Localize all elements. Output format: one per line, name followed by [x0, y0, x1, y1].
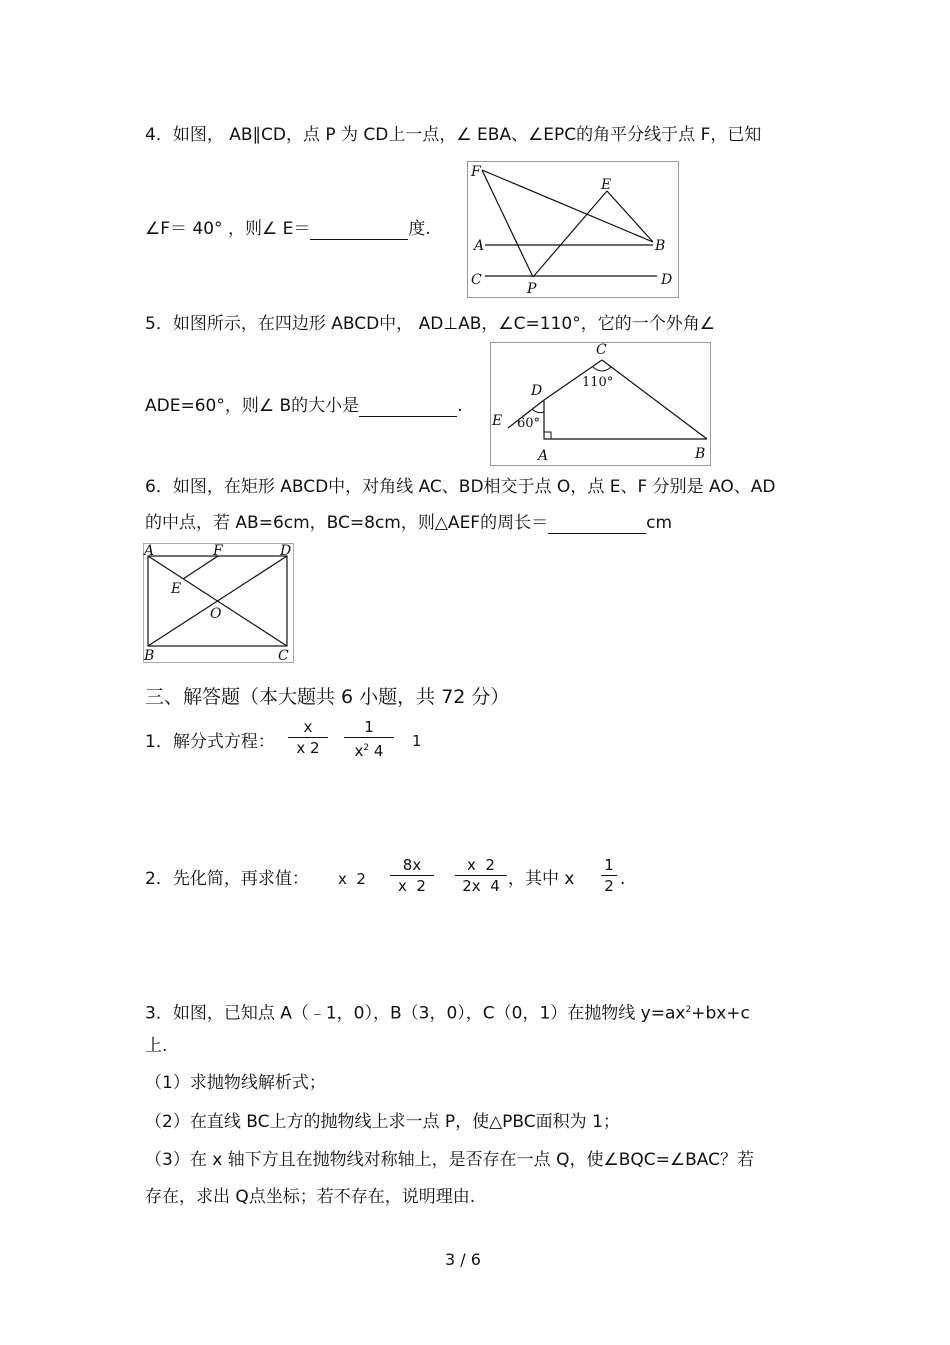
- page-number: 3 / 6: [445, 1250, 481, 1269]
- q4-label-B: B: [655, 238, 666, 254]
- p3-line2: 上.: [145, 1036, 168, 1056]
- q4-label-P: P: [527, 281, 537, 297]
- p1-f1-num: x: [303, 718, 313, 736]
- q4-segment-PE: [533, 191, 607, 277]
- p3-sub2: （2）在直线 BC上方的抛物线上求一点 P，使△PBC面积为 1；: [145, 1112, 620, 1132]
- q4-label-A: A: [474, 238, 485, 254]
- q6-label-O: O: [210, 606, 222, 622]
- p1-f1-den: x 2: [296, 739, 320, 757]
- q4-label-F: F: [471, 164, 481, 180]
- q5-angle-D-label: 60°: [517, 416, 541, 431]
- q6-line1: 6．如图，在矩形 ABCD中，对角线 AC、BD相交于点 O，点 E、F 分别是 AO、AD: [145, 477, 776, 497]
- q6-segment-FE: [183, 556, 218, 579]
- q4-line2: [145, 219, 431, 240]
- q4-line2-pre: ∠F＝ 40° ，则∠ E＝: [145, 219, 311, 239]
- p2-term1: x 2: [338, 870, 366, 888]
- q6-line2: [145, 513, 672, 534]
- q6-line2-post: cm: [646, 513, 673, 533]
- p3-sub1: （1）求抛物线解析式；: [145, 1073, 326, 1093]
- p2-f1-num: 8x: [402, 856, 422, 874]
- q5-angle-arc-C: [593, 367, 611, 371]
- q6-line2-pre: 的中点，若 AB=6cm，BC=8cm，则△AEF的周长＝: [145, 513, 549, 533]
- q4-label-D: D: [661, 272, 673, 288]
- q6-label-A: A: [144, 543, 155, 559]
- q5-angle-C-label: 110°: [582, 375, 614, 390]
- p2-label: 2．先化简，再求值：: [145, 869, 309, 889]
- q5-label-B: B: [695, 446, 706, 462]
- p2-f3-num: 1: [604, 856, 614, 874]
- q5-line2-post: .: [457, 396, 463, 416]
- q5-line2-pre: ADE=60°，则∠ B的大小是: [145, 396, 360, 416]
- p2-f2-num: x 2: [467, 856, 495, 874]
- p2-f1-den: x 2: [398, 877, 426, 895]
- section3-title: 三、解答题（本大题共 6 小题，共 72 分）: [145, 686, 510, 708]
- q6-figure-frame: [144, 544, 294, 663]
- q4-segment-EB: [607, 191, 653, 242]
- q6-figure: [143, 543, 294, 663]
- q6-label-F: F: [213, 543, 223, 559]
- q5-figure: [490, 342, 711, 466]
- q4-segment-FB: [482, 170, 653, 242]
- q5-line2: [145, 396, 463, 417]
- p1-f2-den: $x^2$ 4: [354, 742, 384, 760]
- p2-fraction-3: [601, 856, 617, 895]
- q6-label-D: D: [280, 543, 292, 559]
- q4-figure-frame: [468, 162, 679, 298]
- p1-fraction-2: [344, 718, 394, 760]
- p3-line1: 3．如图，已知点 A（﹣1，0），B（3，0），C（0，1）在抛物线 $y=ax^2+bx+c$: [145, 1003, 750, 1024]
- q5-angle-arc-D: [532, 409, 544, 413]
- q4-segment-FP: [482, 170, 533, 277]
- q5-line1: 5．如图所示，在四边形 ABCD中， AD⊥AB，∠C=110°，它的一个外角∠: [145, 314, 715, 334]
- q4-figure: [467, 161, 679, 298]
- p3-sub3-line2: 存在，求出 Q点坐标；若不存在，说明理由.: [145, 1187, 476, 1207]
- p1-rhs: 1: [412, 732, 422, 750]
- q5-segment-CB: [602, 360, 707, 439]
- p2-end: .: [620, 869, 626, 889]
- p2-fraction-2: [455, 856, 507, 895]
- q4-line1: 4．如图， AB∥CD，点 P 为 CD上一点，∠ EBA、∠EPC的角平分线于点 F，已知: [145, 125, 762, 145]
- q5-right-angle-mark: [544, 432, 551, 439]
- q5-label-D: D: [531, 383, 543, 399]
- q4-label-C: C: [471, 272, 482, 288]
- p2-f3-den: 2: [604, 877, 614, 895]
- q5-label-C: C: [596, 342, 607, 358]
- q5-label-A: A: [538, 448, 549, 464]
- p1-label: 1．解分式方程：: [145, 732, 275, 752]
- q6-label-C: C: [278, 648, 289, 663]
- q5-answer-blank: [359, 396, 457, 417]
- p2-condition: ，其中 x: [508, 869, 575, 889]
- p2-fraction-1: [390, 856, 434, 895]
- q6-label-E: E: [171, 581, 182, 597]
- q4-answer-blank: [310, 219, 408, 240]
- q6-label-B: B: [144, 648, 155, 663]
- q4-label-E: E: [601, 177, 612, 193]
- p2-f2-den: 2x 4: [462, 877, 500, 895]
- p1-f2-num: 1: [364, 718, 374, 736]
- q4-line2-post: 度.: [408, 219, 431, 239]
- q5-label-E: E: [492, 413, 503, 429]
- p3-sub3-line1: （3）在 x 轴下方且在抛物线对称轴上，是否存在一点 Q，使∠BQC=∠BAC？若: [145, 1150, 754, 1170]
- q6-answer-blank: [548, 513, 646, 534]
- p1-fraction-1: [288, 718, 328, 757]
